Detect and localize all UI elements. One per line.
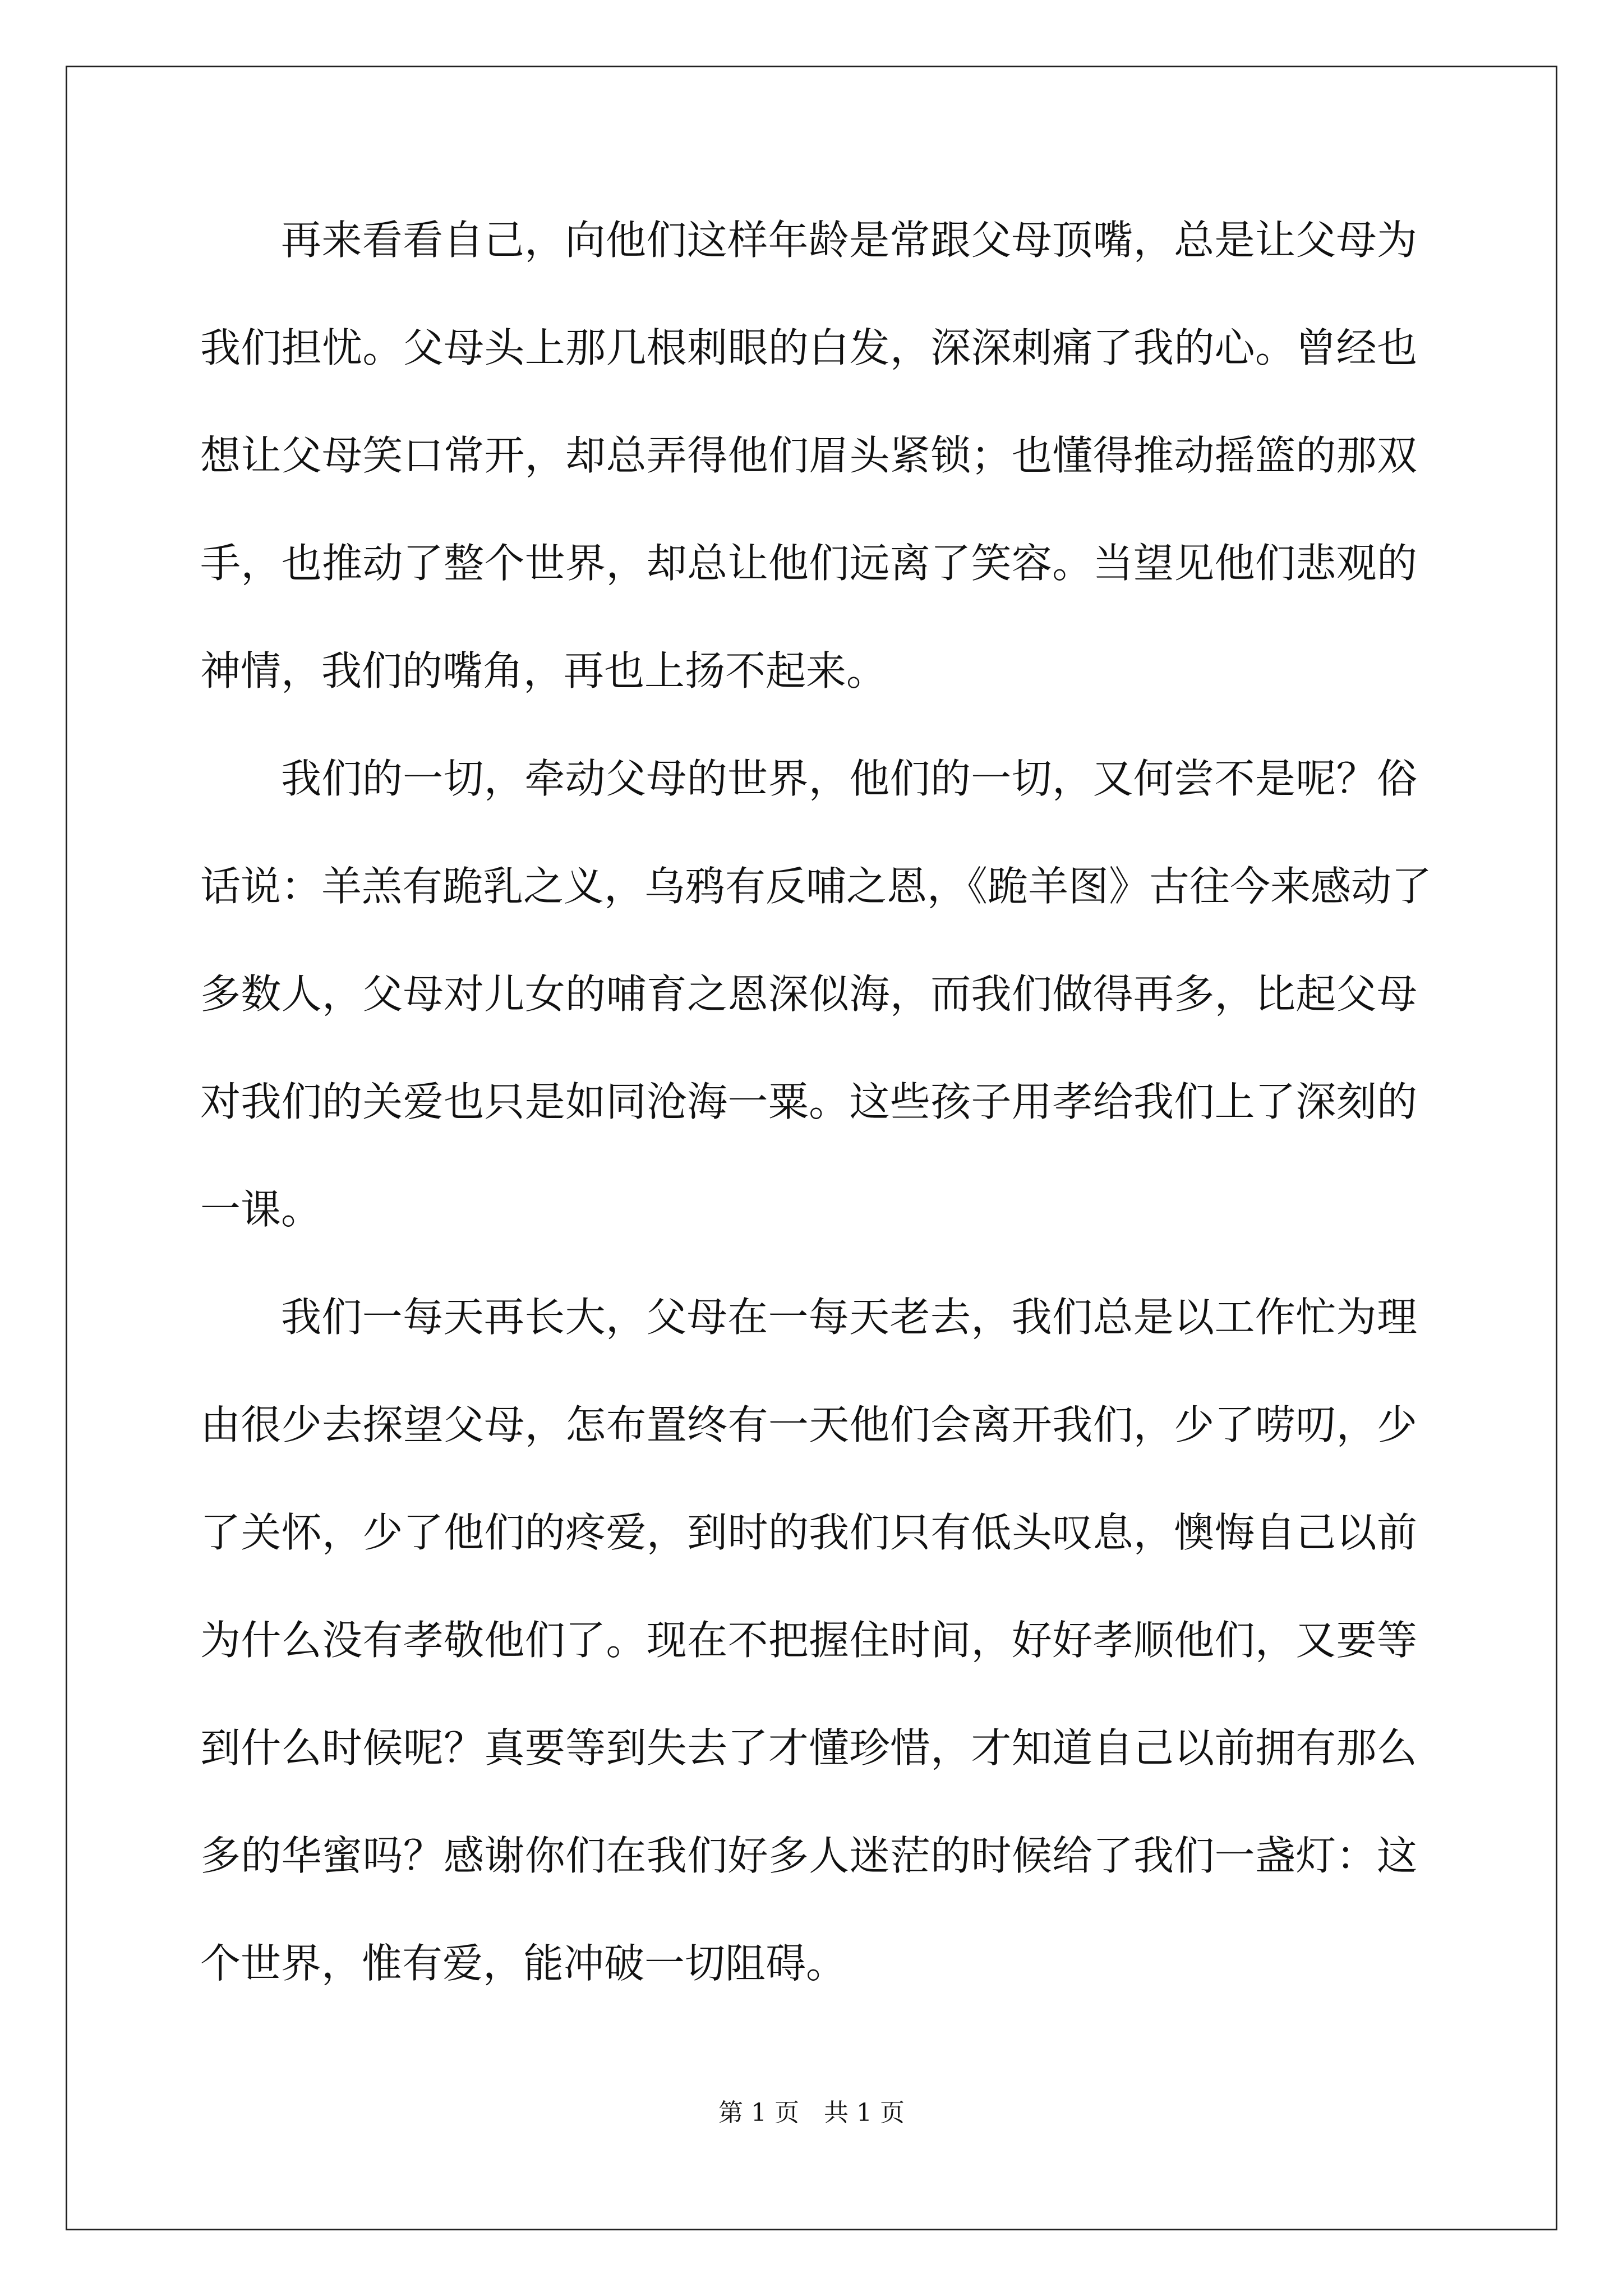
text-line: 对我们的关爱也只是如同沧海一粟。这些孩子用孝给我们上了深刻的 — [200, 1078, 1417, 1125]
text-line: 多的华蜜吗？感谢你们在我们好多人迷茫的时候给了我们一盏灯：这 — [200, 1832, 1417, 1879]
text-line: 由很少去探望父母，怎布置终有一天他们会离开我们，少了唠叨，少 — [200, 1401, 1417, 1448]
paragraph-1 — [200, 213, 1417, 752]
text-line: 到什么时候呢？真要等到失去了才懂珍惜，才知道自己以前拥有那么 — [200, 1724, 1417, 1772]
text-line: 想让父母笑口常开，却总弄得他们眉头紧锁；也懂得推动摇篮的那双 — [200, 432, 1417, 479]
document-body — [200, 213, 1432, 2044]
paragraph-2 — [200, 752, 1432, 1290]
text-line: 个世界，惟有爱，能冲破一切阻碍。 — [200, 1940, 847, 1987]
page-footer: 第 1 页 共 1 页 — [718, 2099, 905, 2127]
text-line: 再来看看自己，向他们这样年龄是常跟父母顶嘴，总是让父母为 — [281, 217, 1417, 264]
text-line: 了关怀，少了他们的疼爱，到时的我们只有低头叹息，懊悔自己以前 — [200, 1509, 1417, 1556]
text-line: 手，也推动了整个世界，却总让他们远离了笑容。当望见他们悲观的 — [200, 540, 1417, 587]
text-line: 话说：羊羔有跪乳之义，乌鸦有反哺之恩，《跪羊图》古往今来感动了 — [200, 863, 1432, 910]
text-line: 为什么没有孝敬他们了。现在不把握住时间，好好孝顺他们，又要等 — [200, 1617, 1417, 1664]
text-line: 多数人，父母对儿女的哺育之恩深似海，而我们做得再多，比起父母 — [200, 970, 1417, 1018]
text-line: 我们担忧。父母头上那几根刺眼的白发，深深刺痛了我的心。曾经也 — [200, 324, 1417, 371]
text-line: 我们一每天再长大，父母在一每天老去，我们总是以工作忙为理 — [281, 1294, 1417, 1341]
paragraph-3 — [200, 1290, 1417, 2044]
text-line: 神情，我们的嘴角，再也上扬不起来。 — [200, 647, 887, 694]
text-line: 我们的一切，牵动父母的世界，他们的一切，又何尝不是呢？俗 — [281, 755, 1417, 802]
text-line: 一课。 — [200, 1186, 322, 1233]
